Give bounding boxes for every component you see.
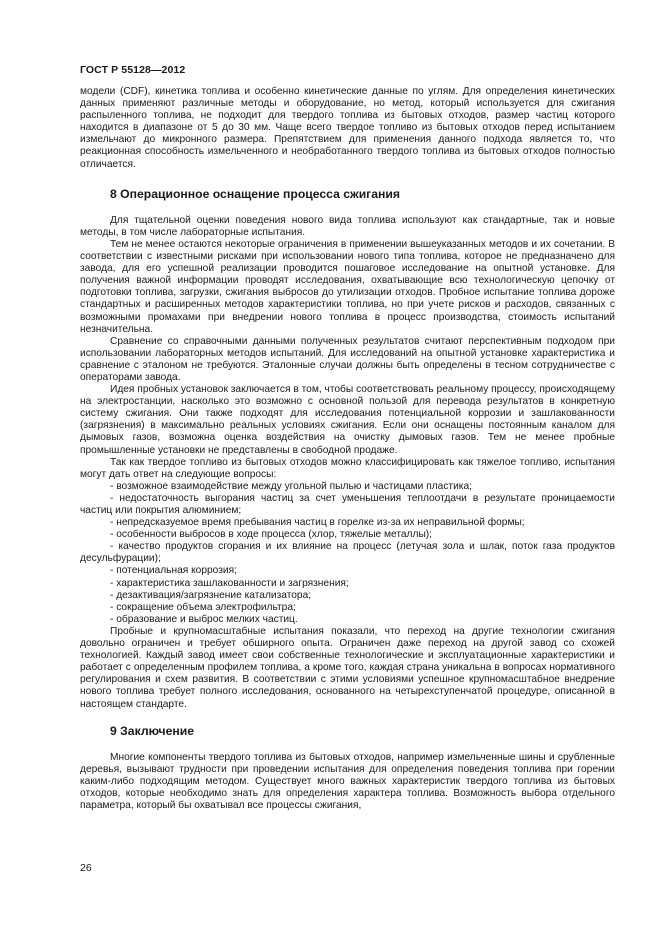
intro-paragraph: модели (CDF), кинетика топлива и особенно кинетические данные по углям. Для определения кинетических данных применяют различные методы и оборудование, но метод, который используется для сжигания распыленного топлива, не подходит для твердого топлива из бытовых отходов, размер частиц которого находится в диапазоне от 5 до 30 мм. Чаще всего твердое топливо из бытовых отходов перед испытанием измельчают до микронного размера. Препятствием для применения данного подхода является то, что реакционная способность измельченного и необработанного твердого топлива из бытовых отходов полностью отличается. (80, 86, 615, 170)
list-item: - сокращение объема электрофильтра; (110, 601, 296, 613)
list-item: - потенциальная коррозия; (110, 565, 237, 577)
standard-header: ГОСТ Р 55128—2012 (80, 64, 186, 76)
section-8-paragraph: Идея пробных установок заключается в том, чтобы соответствовать реальному процессу, происходящему на электростанции, насколько это возможно с основной пользой для перевода результатов в конкретную систему сжигания. Они также подходят для исследования потенциальной коррозии и зашлакованности (загрязнения) в максимально реальных условиях сжигания. Если они оснащены постоянным каналом для дымовых газов, возможна оценка воздействия на очистку дымовых газов. Тем не менее пробные промышленные установки не представлены в свободной продаже. (80, 384, 615, 456)
section-9-heading: 9 Заключение (110, 723, 194, 738)
list-item: - образование и выброс мелких частиц. (110, 613, 298, 625)
section-8-paragraph: Так как твердое топливо из бытовых отходов можно классифицировать как тяжелое топливо, испытания могут дать ответ на следующие вопросы: (80, 456, 615, 480)
list-item: - качество продуктов сгорания и их влияние на процесс (летучая зола и шлак, поток газа продуктов десульфурации); (80, 541, 615, 565)
list-item: - возможное взаимодействие между угольной пылью и частицами пластика; (110, 480, 472, 492)
page-content (80, 86, 615, 812)
section-8-paragraph: Сравнение со справочными данными полученных результатов считают перспективным подходом при использовании лабораторных методов испытаний. Для исследований на опытной установке характеристика и сравнение с эталоном не требуются. Эталонные случаи должны быть определены в тесном сотрудничестве с операторами завода. (80, 335, 615, 383)
section-8-paragraph: Для тщательной оценки поведения нового вида топлива используют как стандартные, так и новые методы, в том числе лабораторные испытания. (80, 214, 615, 238)
list-item: - особенности выбросов в ходе процесса (хлор, тяжелые металлы); (110, 529, 432, 541)
list-item: - недостаточность выгорания частиц за счет уменьшения теплоотдачи в результате проницаемости частиц или покрытия алюминием; (80, 492, 615, 516)
list-item: - непредсказуемое время пребывания частиц в горелке из-за их неправильной формы; (110, 517, 525, 529)
section-8-heading: 8 Операционное оснащение процесса сжигания (110, 186, 401, 201)
list-item: - характеристика зашлакованности и загрязнения; (110, 577, 349, 589)
list-item: - дезактивация/загрязнение катализатора; (110, 589, 312, 601)
section-9-paragraph: Многие компоненты твердого топлива из бытовых отходов, например измельченные шины и срубленные деревья, вызывают трудности при проведении испытания для определения поведения топлива при горении каким-либо подходящим методом. Существует много важных характеристик твердого топлива из бытовых отходов, которые необходимо знать для определения характера топлива. Возможность выбора отдельного параметра, который бы охватывал все процессы сжигания, (80, 751, 615, 812)
section-8-closing-paragraph: Пробные и крупномасштабные испытания показали, что переход на другие технологии сжигания довольно ограничен и требует обширного опыта. Ограничен даже переход на другой завод со схожей технологией. Каждый завод имеет свои собственные технологические и эксплуатационные характеристики и работает с определенным профилем топлива, а кроме того, каждая страна уникальна в вопросах нормативного регулирования и схем развития. В соответствии с этими условиями успешное крупномасштабное внедрение нового топлива требует полного исследования, основанного на четырехступенчатой процедуре, описанной в настоящем стандарте. (80, 625, 615, 710)
page-number: 26 (80, 862, 92, 874)
section-8-paragraph: Тем не менее остаются некоторые ограничения в применении вышеуказанных методов и их сочетании. В соответствии с известными рисками при использовании нового типа топлива, которое не предназначено для завода, для его успешной реализации проводится пошаговое исследование на опытной установке. Для получения важной информации проводят исследования, охватывающие всю технологическую цепочку от подготовки топлива, загрузки, сжигания выбросов до утилизации отходов. Пробное испытание топлива дороже стандартных и расширенных методов характеристики топлива, но при учете рисков и расходов, связанных с возможными промахами при внедрении нового топлива в процесс производства, стоимость испытаний незначительна. (80, 238, 615, 335)
